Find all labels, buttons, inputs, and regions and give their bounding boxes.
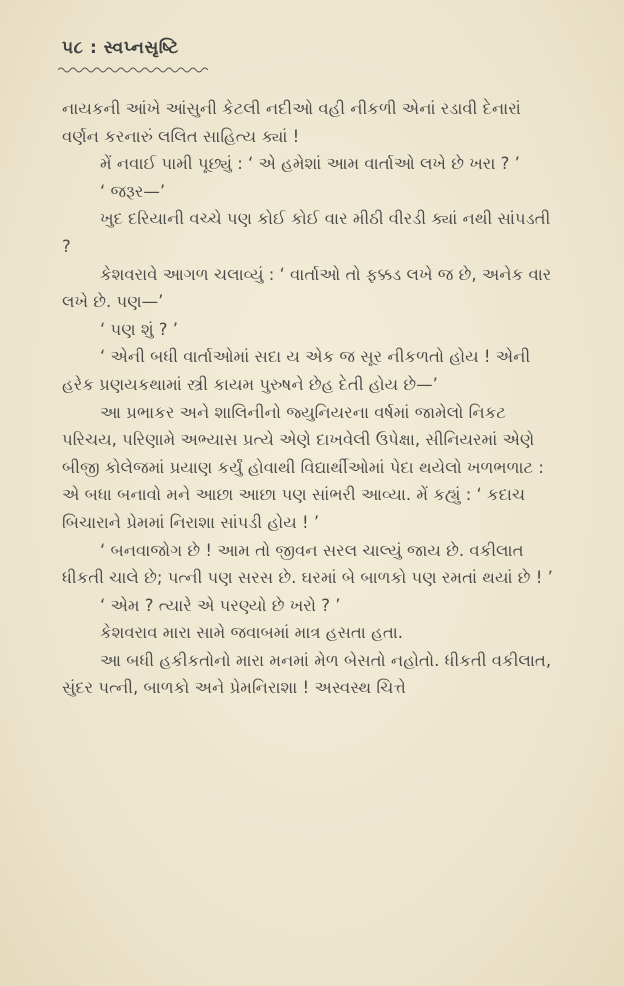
book-title: સ્વપ્નસૃષ્ટિ — [103, 38, 179, 58]
paragraph: કેશવરાવે આગળ ચલાવ્યું : ‘ વાર્તાઓ તો ફક્કડ લખે જ છે, અનેક વાર લખે છે. પણ—’ — [62, 264, 552, 312]
paragraph: ‘ એમ ? ત્યારે એ પરણ્યો છે ખરો ? ’ — [100, 595, 341, 615]
body-text — [62, 95, 562, 702]
paragraph: ‘ એની બધી વાર્તાઓમાં સદા ય એક જ સૂર નીકળતો હોય ! એની હરેક પ્રણયકથામાં સ્ત્રી કાયમ પુરુષને છેહ દેતી હોય છે—’ — [62, 347, 531, 394]
paragraph: મેં નવાઈ પામી પૂછ્યું : ‘ એ હમેશાં આમ વાર્તાઓ લખે છે ખરા ? ’ — [100, 154, 520, 174]
header-separator: : — [89, 38, 98, 58]
paragraph: ‘ બનવાજોગ છે ! આમ તો જીવન સરલ ચાલ્યું જાય છે. વકીલાત ધીકતી ચાલે છે; પત્ની પણ સરસ છે. ઘરમાં બે બાળકો પણ રમતાં થયાં છે ! ’ — [62, 540, 553, 588]
paragraph: આ પ્રભાકર અને શાલિનીનો જ્યુનિયરના વર્ષમાં જામેલો નિકટ પરિચય, પરિણામે અભ્યાસ પ્રત્યે એણે દાખવેલી ઉપેક્ષા, સીનિયરમાં એણે બીજી કોલેજમાં પ્રયાણ કર્યું હોવાથી વિદ્યાર્થીઓમાં પેદા થયેલો ખળભળાટ : એ બધા બનાવો મને આછા આછા પણ સાંભરી આવ્યા. મેં કહ્યું : ‘ કદાચ બિચારાને પ્રેમમાં નિરાશા સાંપડી હોય ! ’ — [62, 402, 544, 532]
paragraph: ખુદ દરિયાની વચ્ચે પણ કોઈ કોઈ વાર મીઠી વીરડી ક્યાં નથી સાંપડતી ? — [62, 209, 551, 256]
page-number: ૫૮ — [62, 38, 84, 58]
paragraph: ‘ પણ શું ? ’ — [100, 319, 179, 339]
paragraph: આ બધી હકીકતોનો મારા મનમાં મેળ બેસતો નહોતો. ધીકતી વકીલાત, સુંદર પત્ની, બાળકો અને પ્રેમનિરાશા ! અસ્વસ્થ ચિત્તે — [62, 650, 552, 698]
paragraph: કેશવરાવ મારા સામે જવાબમાં માત્ર હસતા હતા. — [100, 623, 404, 643]
paragraph: નાયકની આંખે આંસુની કેટલી નદીઓ વહી નીકળી એનાં રડાવી દેનારાં વર્ણન કરનારું લલિત સાહિત્ય ક્યાં ! — [62, 99, 521, 146]
wavy-underline — [58, 66, 208, 74]
running-header — [62, 38, 179, 58]
paragraph: ‘ જરૂર—’ — [100, 181, 166, 201]
